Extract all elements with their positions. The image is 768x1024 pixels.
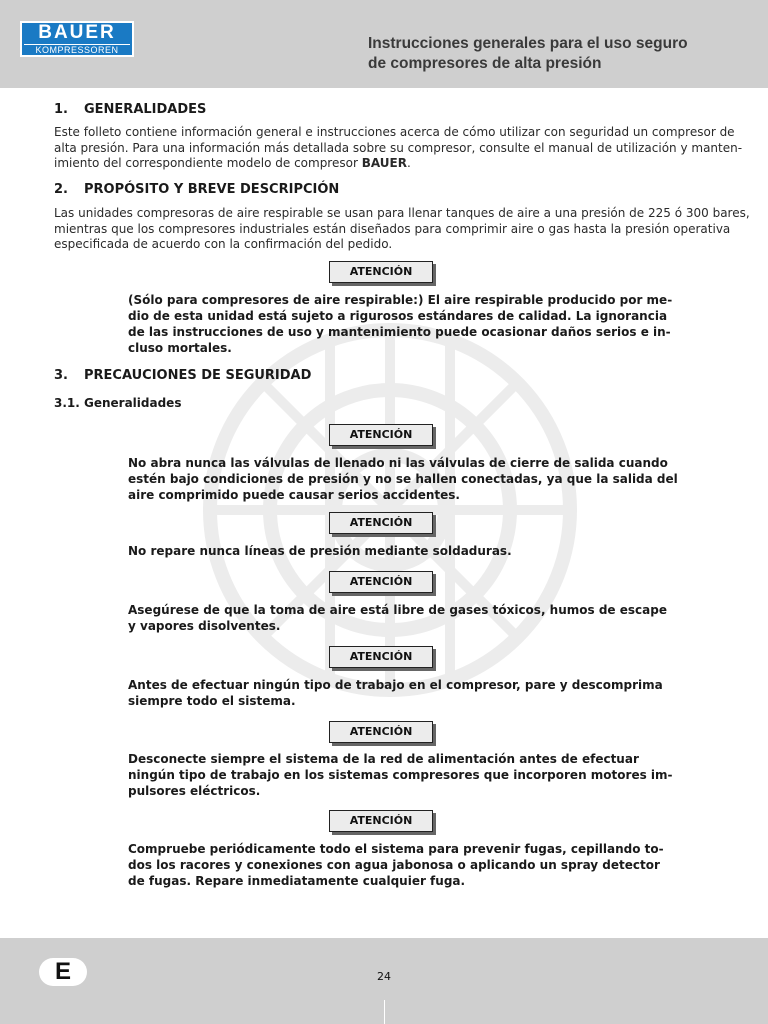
logo-wordmark: BAUER: [38, 22, 116, 43]
paragraph-line: mientras que los compresores industriales están diseñados para comprimir aire o gas hasta la presión operativa: [54, 221, 731, 236]
warning-line: cluso mortales.: [128, 341, 232, 355]
brand-name: BAUER: [361, 156, 407, 170]
attention-label: ATENCIÓN: [329, 261, 433, 283]
paragraph-line: Las unidades compresoras de aire respirable se usan para llenar tanques de aire a una presión de 225 ó 300 bares,: [54, 206, 750, 220]
warning-line: Asegúrese de que la toma de aire está libre de gases tóxicos, humos de escape: [128, 603, 667, 617]
paragraph-line: Este folleto contiene información general e instrucciones acerca de cómo utilizar con seguridad un compresor de: [54, 125, 735, 139]
warning-line: Compruebe periódicamente todo el sistema para prevenir fugas, cepillando to-: [128, 842, 664, 856]
logo-subtitle: KOMPRESSOREN: [24, 44, 130, 56]
section-number: 1.: [54, 102, 68, 117]
section-title: GENERALIDADES: [84, 102, 207, 117]
attention-label: ATENCIÓN: [329, 512, 433, 534]
warning-line: de fugas. Repare inmediatamente cualquier fuga.: [128, 874, 466, 888]
warning-line: siempre todo el sistema.: [128, 694, 296, 708]
page-number: 24: [377, 970, 391, 983]
paragraph-text: imiento del correspondiente modelo de compresor: [54, 156, 362, 170]
attention-label: ATENCIÓN: [329, 646, 433, 668]
attention-label: ATENCIÓN: [329, 571, 433, 593]
warning-text: [128, 677, 663, 709]
section-heading-2: [54, 182, 339, 197]
warning-text: [128, 455, 678, 503]
attention-label: ATENCIÓN: [329, 424, 433, 446]
warning-line: ningún tipo de trabajo en los sistemas compresores que incorporen motores im-: [128, 768, 673, 782]
warning-text: [128, 292, 673, 356]
warning-line: pulsores eléctricos.: [128, 784, 261, 798]
bauer-logo: [20, 21, 134, 57]
language-badge: E: [39, 958, 87, 986]
section-heading-1: [54, 102, 206, 117]
warning-line: de las instrucciones de uso y mantenimiento puede ocasionar daños serios e in-: [128, 325, 671, 339]
paragraph-line: alta presión. Para una información más detallada sobre su compresor, consulte el manual de utilización y manten-: [54, 140, 743, 155]
warning-line: Antes de efectuar ningún tipo de trabajo en el compresor, pare y descomprima: [128, 678, 663, 692]
section-heading-3: [54, 368, 311, 383]
paragraph-line: especificada de acuerdo con la confirmación del pedido.: [54, 237, 393, 251]
document-title-line-2: de compresores de alta presión: [368, 55, 602, 72]
warning-text: [128, 602, 667, 634]
warning-line: No abra nunca las válvulas de llenado ni las válvulas de cierre de salida cuando: [128, 456, 668, 470]
warning-line: estén bajo condiciones de presión y no se hallen conectadas, ya que la salida del: [128, 472, 678, 486]
section-2-paragraph: [54, 206, 750, 253]
warning-line: aire comprimido puede causar serios accidentes.: [128, 488, 460, 502]
fold-line: [384, 1000, 385, 1024]
paragraph-line: [54, 156, 716, 172]
warning-text: [128, 751, 673, 799]
section-number: 2.: [54, 182, 68, 197]
warning-line: y vapores disolventes.: [128, 619, 281, 633]
warning-line: dos los racores y conexiones con agua jabonosa o aplicando un spray detector: [128, 858, 660, 872]
attention-label: ATENCIÓN: [329, 721, 433, 743]
warning-line: No repare nunca líneas de presión mediante soldaduras.: [128, 544, 512, 558]
warning-text: [128, 841, 664, 889]
document-title: [368, 34, 758, 74]
attention-label: ATENCIÓN: [329, 810, 433, 832]
section-number: 3.: [54, 368, 68, 383]
document-title-line-1: Instrucciones generales para el uso seguro: [368, 35, 688, 52]
section-title: PROPÓSITO Y BREVE DESCRIPCIÓN: [84, 182, 340, 197]
warning-line: dio de esta unidad está sujeto a rigurosos estándares de calidad. La ignorancia: [128, 309, 668, 323]
subsection-heading: 3.1. Generalidades: [54, 396, 182, 410]
section-1-paragraph: [54, 125, 743, 172]
paragraph-text: .: [406, 156, 411, 170]
section-title: PRECAUCIONES DE SEGURIDAD: [84, 368, 312, 383]
warning-line: Desconecte siempre el sistema de la red de alimentación antes de efectuar: [128, 752, 639, 766]
warning-line: (Sólo para compresores de aire respirable:) El aire respirable producido por me-: [128, 293, 673, 307]
warning-text: [128, 543, 644, 559]
